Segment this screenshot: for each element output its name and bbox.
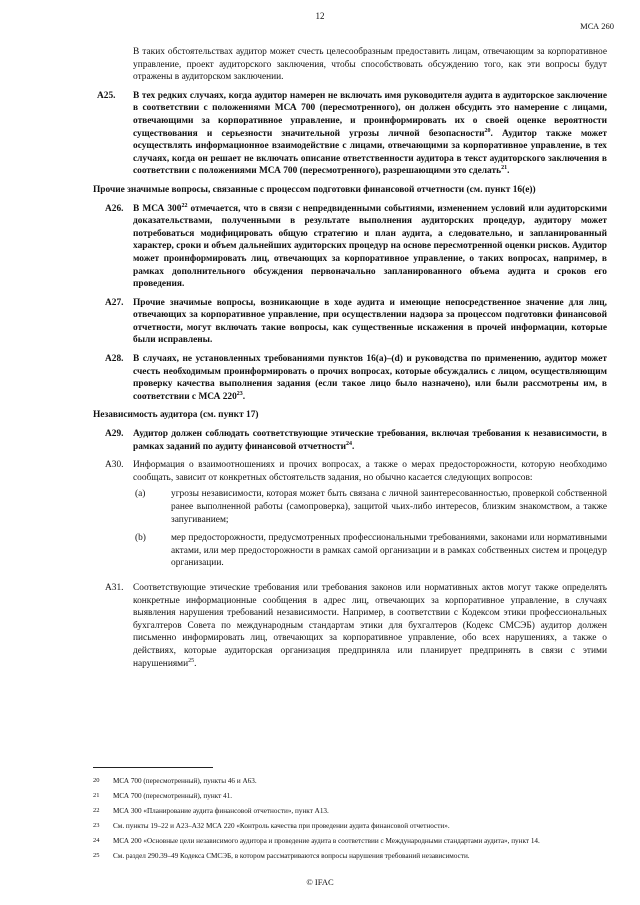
text-part: . <box>507 166 510 177</box>
paragraph-label: A30. <box>105 460 124 471</box>
footnote-ref[interactable]: 21 <box>501 165 508 172</box>
footnote-ref[interactable]: 23 <box>236 390 243 397</box>
footnote-text: См. пункты 19–22 и A23–A32 МСА 220 «Контроль качества при проведении аудита финансовой отчетности». <box>113 822 450 830</box>
footnote-number: 25 <box>93 852 100 859</box>
footnote-ref[interactable]: 24 <box>346 440 352 447</box>
paragraph-a27 <box>93 297 607 347</box>
text-part: Информация о взаимоотношениях и прочих вопросах, а также о мерах предосторожности, которую необходимо сообщать, зависит от конкретных обстоятельств задания, но обычно касается следующих вопросов: <box>133 460 607 483</box>
page-number: 12 <box>315 11 325 21</box>
text-part: Соответствующие этические требования или требования законов или нормативных актов могут также определять конкретные информационные сообщения в адрес лиц, отвечающих за корпоративное управление, в случаях выявления нарушения требований независимости. Например, в соответствии с Кодексом этики профессиональных бухгалтеров Совета по международным стандартам этики для бухгалтеров (Кодекс СМСЭБ) аудитор должен письменно информировать лиц, отвечающих за корпоративное управление, обо всех нарушениях, а также о действиях, которые аудиторская организация предприняла или планирует предпринять в связи с этими нарушениями <box>133 582 607 669</box>
text-part: . Аудитор также может осуществлять информационное взаимодействие с лицами, отвечающими за корпоративное управление, в тех случаях, когда он решает не включать описание ответственности аудитора в текст аудиторского заключения в соответствии с положениями МСА 700 (пересмотренного), разрешающими это сделать <box>133 128 607 177</box>
footnote-divider <box>93 767 213 768</box>
footnote <box>93 836 607 846</box>
paragraph-text <box>133 203 607 291</box>
footnote-number: 22 <box>93 807 100 814</box>
footnote <box>93 776 607 786</box>
paragraph-a29 <box>93 428 607 453</box>
document-id: МСА 260 <box>580 21 614 31</box>
paragraph-label: A31. <box>105 582 124 593</box>
footnote-number: 23 <box>93 822 100 829</box>
list-item-label: (a) <box>135 489 146 500</box>
paragraph-text <box>133 353 607 403</box>
intro-paragraph: В таких обстоятельствах аудитор может счесть целесообразным предоставить лицам, отвечающим за корпоративное управление, проект аудиторского заключения, чтобы способствовать обсуждению того, как эти вопросы будут отражены в аудиторском заключении. <box>133 47 607 83</box>
paragraph-label: A27. <box>105 297 124 308</box>
list-item-label: (b) <box>135 533 146 544</box>
paragraph-label: A25. <box>97 90 116 101</box>
footnote-text: МСА 700 (пересмотренный), пункты 46 и A63. <box>113 777 257 785</box>
text-part: . <box>242 391 246 402</box>
paragraph-text <box>133 428 607 453</box>
text-part: Аудитор должен соблюдать соответствующие этические требования, включая требования к независимости, в рамках заданий по аудиту финансовой отчетности <box>133 429 607 452</box>
footnote-text: МСА 200 «Основные цели независимого аудитора и проведение аудита в соответствии с Международными стандартами аудита», пункт 14. <box>113 837 540 845</box>
list-item <box>133 488 607 526</box>
paragraph-label: A26. <box>105 203 124 214</box>
section-heading: Независимость аудитора (см. пункт 17) <box>93 410 259 421</box>
footnote-text: См. раздел 290.39–49 Кодекса СМСЭБ, в котором рассматриваются вопросы нарушения требований независимости. <box>113 852 470 860</box>
paragraph-a26 <box>93 203 607 291</box>
text-part: В тех редких случаях, когда аудитор намерен не включать имя руководителя аудита в аудиторское заключение в соответствии с положениями МСА 700 (пересмотренного), он должен обсудить это намерение с лицами, отвечающими за корпоративное управление, и проинформировать их о своей оценке вероятности существования и серьезности значительной угрозы личной безопасности <box>133 90 607 139</box>
footnote <box>93 821 607 831</box>
paragraph-label: A28. <box>105 354 124 365</box>
footnote <box>93 791 607 801</box>
footnote-number: 20 <box>93 777 100 784</box>
text-part: . <box>352 441 355 452</box>
footnote-text: МСА 300 «Планирование аудита финансовой отчетности», пункт A13. <box>113 807 329 815</box>
text-part: отмечается, что в связи с непредвиденными событиями, изменением условий или аудиторскими доказательствами, полученными в результате выполнения аудиторских процедур, аудитору может потребоваться модифицировать общую стратегию и план аудита, а следовательно, и запланированный характер, сроки и объем дальнейших аудиторских процедур на основе пересмотренной оценки рисков. Аудитор может проинформировать лиц, отвечающих за корпоративное управление, о таких вопросах, например, в рамках дополнительного обсуждения первоначально запланированного объема аудита и сроков его проведения. <box>133 203 607 290</box>
paragraph-text <box>133 582 607 670</box>
document-body <box>93 46 607 676</box>
list-item-text: мер предосторожности, предусмотренных профессиональными требованиями, законами или нормативными актами, или мер предосторожности в рамках самой организации и в рамках собственных систем и процедур организации. <box>171 533 607 569</box>
footnote <box>93 806 607 816</box>
footnote-ref[interactable]: 22 <box>181 202 188 209</box>
paragraph-label: A29. <box>105 429 124 440</box>
footnote-number: 21 <box>93 792 100 799</box>
paragraph-a30 <box>93 459 607 576</box>
text-part: В МСА 300 <box>133 203 182 214</box>
list-item-text: угрозы независимости, которая может быть связана с личной заинтересованностью, проверкой собственной ранее выполненной работы (самопроверка), защитой чьих-либо интересов, близким знакомством, а также запугиванием; <box>171 489 607 525</box>
footnote <box>93 851 607 861</box>
footnote-ref[interactable]: 25 <box>188 657 195 664</box>
copyright-footer: © IFAC <box>306 877 334 887</box>
text-part: В случаях, не установленных требованиями пунктов 16(a)–(d) и руководства по применению, аудитор может счесть необходимым проинформировать о прочих вопросах, которые обсуждались с лицом, осуществляющим проверку качества выполнения задания (если такое лицо было назначено), или были рассмотрены им, в соответствии с МСА 220 <box>133 354 607 402</box>
paragraph-text <box>133 459 607 576</box>
paragraph-a25 <box>93 90 607 178</box>
text-part: . <box>194 658 197 669</box>
footnote-number: 24 <box>93 837 100 844</box>
paragraph-text <box>133 90 607 178</box>
paragraph-text: Прочие значимые вопросы, возникающие в ходе аудита и имеющие непосредственное значение для лиц, отвечающих за корпоративное управление, при осуществлении надзора за процессом подготовки финансовой отчетности, могут включать такие вопросы, как существенные искажения в прочей информации, которые были исправлены. <box>133 297 607 346</box>
section-heading: Прочие значимые вопросы, связанные с процессом подготовки финансовой отчетности (см. пункт 16(e)) <box>93 184 536 195</box>
paragraph-a28 <box>93 353 607 403</box>
paragraph-a31 <box>93 582 607 670</box>
list-item <box>133 532 607 570</box>
footnote-text: МСА 700 (пересмотренный), пункт 41. <box>113 792 232 800</box>
footnote-ref[interactable]: 20 <box>484 127 491 134</box>
footnotes <box>93 776 607 866</box>
